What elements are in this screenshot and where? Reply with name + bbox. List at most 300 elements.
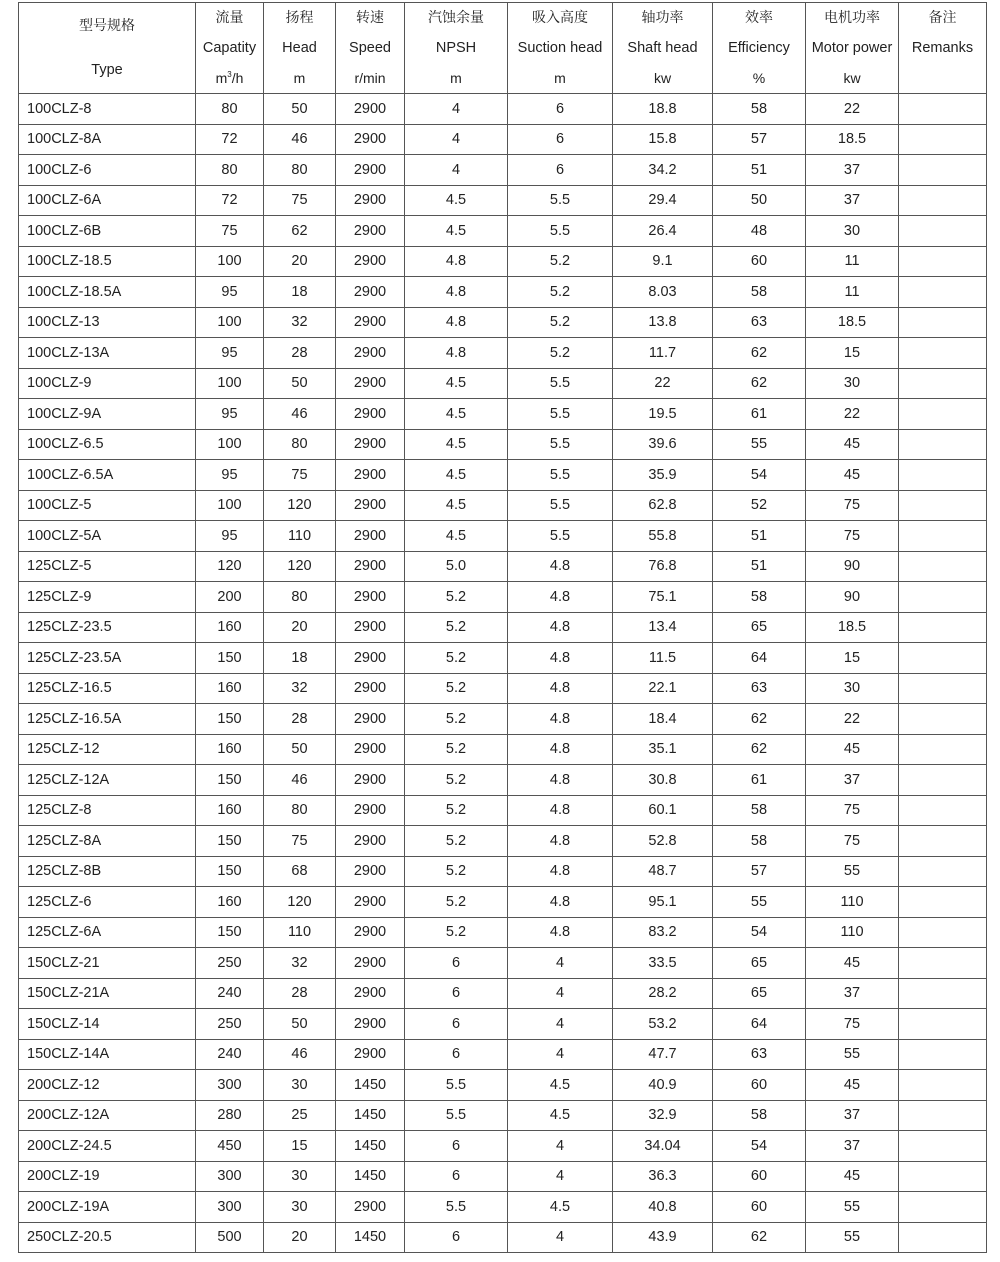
cell-type: 250CLZ-20.5 xyxy=(19,1222,196,1253)
cell-npsh: 5.2 xyxy=(405,673,508,704)
cell-npsh: 4.5 xyxy=(405,216,508,247)
cell-npsh: 6 xyxy=(405,978,508,1009)
table-row xyxy=(19,582,987,613)
cell-remarks xyxy=(899,734,987,765)
cell-shaft-power: 8.03 xyxy=(613,277,713,308)
table-row xyxy=(19,94,987,125)
cell-shaft-power: 35.1 xyxy=(613,734,713,765)
cell-shaft-power: 60.1 xyxy=(613,795,713,826)
cell-motor-power: 55 xyxy=(806,1192,899,1223)
cell-type: 100CLZ-6.5A xyxy=(19,460,196,491)
cell-efficiency: 51 xyxy=(713,155,806,186)
cell-efficiency: 58 xyxy=(713,582,806,613)
table-row xyxy=(19,765,987,796)
cell-shaft-power: 18.8 xyxy=(613,94,713,125)
cell-head: 50 xyxy=(264,734,336,765)
cell-capacity: 100 xyxy=(196,490,264,521)
cell-motor-power: 75 xyxy=(806,795,899,826)
cell-capacity: 240 xyxy=(196,1039,264,1070)
cell-speed: 2900 xyxy=(336,155,405,186)
cell-motor-power: 18.5 xyxy=(806,307,899,338)
cell-type: 125CLZ-23.5A xyxy=(19,643,196,674)
header-shaft-power-zh: 轴功率 xyxy=(641,10,684,26)
cell-remarks xyxy=(899,1100,987,1131)
cell-motor-power: 37 xyxy=(806,155,899,186)
table-row xyxy=(19,399,987,430)
cell-capacity: 300 xyxy=(196,1070,264,1101)
header-head-en: Head xyxy=(282,40,317,56)
cell-npsh: 4.8 xyxy=(405,246,508,277)
cell-suction-head: 4.8 xyxy=(508,826,613,857)
header-shaft-power-en: Shaft head xyxy=(627,40,698,56)
table-row xyxy=(19,734,987,765)
header-capacity xyxy=(196,3,264,94)
cell-npsh: 5.2 xyxy=(405,643,508,674)
cell-motor-power: 75 xyxy=(806,1009,899,1040)
cell-capacity: 75 xyxy=(196,216,264,247)
cell-npsh: 5.5 xyxy=(405,1070,508,1101)
cell-speed: 2900 xyxy=(336,429,405,460)
cell-speed: 2900 xyxy=(336,1009,405,1040)
table-header-row xyxy=(19,3,987,94)
cell-speed: 2900 xyxy=(336,94,405,125)
header-remarks xyxy=(899,3,987,94)
cell-suction-head: 4.5 xyxy=(508,1100,613,1131)
cell-remarks xyxy=(899,948,987,979)
cell-head: 20 xyxy=(264,246,336,277)
cell-efficiency: 55 xyxy=(713,429,806,460)
cell-head: 25 xyxy=(264,1100,336,1131)
cell-motor-power: 90 xyxy=(806,551,899,582)
cell-type: 125CLZ-12A xyxy=(19,765,196,796)
cell-efficiency: 54 xyxy=(713,1131,806,1162)
cell-motor-power: 11 xyxy=(806,246,899,277)
cell-head: 28 xyxy=(264,338,336,369)
cell-efficiency: 62 xyxy=(713,704,806,735)
cell-shaft-power: 13.4 xyxy=(613,612,713,643)
cell-remarks xyxy=(899,490,987,521)
table-row xyxy=(19,216,987,247)
cell-speed: 2900 xyxy=(336,887,405,918)
cell-suction-head: 5.2 xyxy=(508,338,613,369)
cell-efficiency: 62 xyxy=(713,1222,806,1253)
cell-speed: 2900 xyxy=(336,399,405,430)
cell-remarks xyxy=(899,429,987,460)
cell-motor-power: 45 xyxy=(806,948,899,979)
cell-capacity: 95 xyxy=(196,399,264,430)
cell-remarks xyxy=(899,277,987,308)
cell-type: 200CLZ-12A xyxy=(19,1100,196,1131)
cell-capacity: 150 xyxy=(196,856,264,887)
cell-remarks xyxy=(899,643,987,674)
cell-head: 120 xyxy=(264,551,336,582)
cell-efficiency: 64 xyxy=(713,1009,806,1040)
cell-motor-power: 110 xyxy=(806,917,899,948)
cell-head: 120 xyxy=(264,490,336,521)
cell-capacity: 250 xyxy=(196,948,264,979)
cell-capacity: 150 xyxy=(196,826,264,857)
header-efficiency xyxy=(713,3,806,94)
cell-head: 75 xyxy=(264,460,336,491)
cell-head: 50 xyxy=(264,1009,336,1040)
cell-head: 32 xyxy=(264,948,336,979)
cell-shaft-power: 35.9 xyxy=(613,460,713,491)
cell-npsh: 4.5 xyxy=(405,490,508,521)
cell-capacity: 80 xyxy=(196,155,264,186)
cell-type: 125CLZ-6A xyxy=(19,917,196,948)
cell-speed: 2900 xyxy=(336,1039,405,1070)
cell-suction-head: 5.2 xyxy=(508,277,613,308)
cell-shaft-power: 11.7 xyxy=(613,338,713,369)
cell-suction-head: 6 xyxy=(508,94,613,125)
cell-shaft-power: 34.2 xyxy=(613,155,713,186)
cell-shaft-power: 29.4 xyxy=(613,185,713,216)
cell-motor-power: 55 xyxy=(806,856,899,887)
cell-type: 125CLZ-12 xyxy=(19,734,196,765)
cell-remarks xyxy=(899,1039,987,1070)
pump-spec-table xyxy=(18,2,987,1253)
cell-speed: 2900 xyxy=(336,368,405,399)
cell-type: 100CLZ-6.5 xyxy=(19,429,196,460)
table-row xyxy=(19,307,987,338)
cell-capacity: 100 xyxy=(196,246,264,277)
cell-speed: 1450 xyxy=(336,1161,405,1192)
table-row xyxy=(19,1009,987,1040)
cell-npsh: 5.2 xyxy=(405,734,508,765)
cell-suction-head: 5.5 xyxy=(508,216,613,247)
cell-motor-power: 37 xyxy=(806,978,899,1009)
cell-shaft-power: 28.2 xyxy=(613,978,713,1009)
cell-head: 68 xyxy=(264,856,336,887)
cell-npsh: 6 xyxy=(405,1222,508,1253)
table-row xyxy=(19,124,987,155)
cell-remarks xyxy=(899,246,987,277)
cell-remarks xyxy=(899,1192,987,1223)
cell-remarks xyxy=(899,1222,987,1253)
cell-head: 30 xyxy=(264,1070,336,1101)
cell-shaft-power: 13.8 xyxy=(613,307,713,338)
cell-remarks xyxy=(899,1070,987,1101)
cell-head: 18 xyxy=(264,643,336,674)
header-speed-zh: 转速 xyxy=(356,10,384,26)
cell-type: 100CLZ-13A xyxy=(19,338,196,369)
cell-remarks xyxy=(899,673,987,704)
cell-speed: 2900 xyxy=(336,246,405,277)
cell-remarks xyxy=(899,826,987,857)
cell-suction-head: 5.5 xyxy=(508,368,613,399)
table-row xyxy=(19,856,987,887)
cell-head: 80 xyxy=(264,582,336,613)
table-row xyxy=(19,460,987,491)
cell-motor-power: 37 xyxy=(806,1131,899,1162)
cell-shaft-power: 75.1 xyxy=(613,582,713,613)
header-npsh-zh: 汽蚀余量 xyxy=(428,10,484,26)
header-npsh-en: NPSH xyxy=(435,40,477,56)
cell-speed: 2900 xyxy=(336,277,405,308)
cell-type: 125CLZ-5 xyxy=(19,551,196,582)
cell-head: 80 xyxy=(264,155,336,186)
cell-head: 62 xyxy=(264,216,336,247)
cell-suction-head: 5.5 xyxy=(508,521,613,552)
cell-speed: 2900 xyxy=(336,643,405,674)
cell-npsh: 6 xyxy=(405,1009,508,1040)
cell-speed: 2900 xyxy=(336,856,405,887)
cell-type: 125CLZ-16.5 xyxy=(19,673,196,704)
cell-head: 28 xyxy=(264,704,336,735)
cell-type: 125CLZ-8B xyxy=(19,856,196,887)
table-row xyxy=(19,1222,987,1253)
cell-shaft-power: 95.1 xyxy=(613,887,713,918)
cell-capacity: 500 xyxy=(196,1222,264,1253)
cell-efficiency: 58 xyxy=(713,795,806,826)
cell-suction-head: 5.5 xyxy=(508,490,613,521)
cell-suction-head: 5.5 xyxy=(508,429,613,460)
cell-type: 100CLZ-18.5A xyxy=(19,277,196,308)
cell-shaft-power: 55.8 xyxy=(613,521,713,552)
header-type-zh: 型号规格 xyxy=(79,18,135,34)
cell-efficiency: 58 xyxy=(713,1100,806,1131)
header-shaft-power-unit: kw xyxy=(653,70,672,86)
cell-capacity: 100 xyxy=(196,368,264,399)
cell-type: 100CLZ-6A xyxy=(19,185,196,216)
cell-remarks xyxy=(899,704,987,735)
cell-npsh: 5.2 xyxy=(405,887,508,918)
cell-motor-power: 30 xyxy=(806,216,899,247)
cell-type: 200CLZ-19A xyxy=(19,1192,196,1223)
cell-efficiency: 54 xyxy=(713,917,806,948)
table-row xyxy=(19,1192,987,1223)
cell-type: 125CLZ-8 xyxy=(19,795,196,826)
cell-motor-power: 55 xyxy=(806,1039,899,1070)
header-capacity-zh: 流量 xyxy=(215,10,244,26)
cell-motor-power: 75 xyxy=(806,826,899,857)
table-row xyxy=(19,704,987,735)
header-capacity-unit: $m^3/h$ xyxy=(215,70,244,86)
cell-capacity: 95 xyxy=(196,338,264,369)
table-row xyxy=(19,612,987,643)
cell-npsh: 6 xyxy=(405,1039,508,1070)
cell-remarks xyxy=(899,795,987,826)
cell-head: 75 xyxy=(264,185,336,216)
cell-speed: 1450 xyxy=(336,1100,405,1131)
cell-npsh: 5.0 xyxy=(405,551,508,582)
cell-type: 100CLZ-8 xyxy=(19,94,196,125)
cell-efficiency: 65 xyxy=(713,978,806,1009)
cell-suction-head: 4 xyxy=(508,1222,613,1253)
table-row xyxy=(19,551,987,582)
header-speed-unit: r/min xyxy=(354,70,386,86)
cell-shaft-power: 48.7 xyxy=(613,856,713,887)
cell-speed: 2900 xyxy=(336,978,405,1009)
cell-speed: 2900 xyxy=(336,704,405,735)
cell-efficiency: 60 xyxy=(713,1070,806,1101)
table-row xyxy=(19,368,987,399)
cell-capacity: 150 xyxy=(196,917,264,948)
cell-head: 18 xyxy=(264,277,336,308)
cell-suction-head: 4.8 xyxy=(508,887,613,918)
cell-capacity: 280 xyxy=(196,1100,264,1131)
header-motor-power xyxy=(806,3,899,94)
cell-motor-power: 37 xyxy=(806,185,899,216)
cell-efficiency: 50 xyxy=(713,185,806,216)
cell-shaft-power: 83.2 xyxy=(613,917,713,948)
cell-remarks xyxy=(899,612,987,643)
cell-suction-head: 4.8 xyxy=(508,673,613,704)
cell-motor-power: 45 xyxy=(806,460,899,491)
cell-speed: 2900 xyxy=(336,338,405,369)
cell-capacity: 150 xyxy=(196,704,264,735)
cell-motor-power: 22 xyxy=(806,399,899,430)
cell-type: 125CLZ-23.5 xyxy=(19,612,196,643)
cell-npsh: 4 xyxy=(405,94,508,125)
cell-efficiency: 55 xyxy=(713,887,806,918)
table-row xyxy=(19,917,987,948)
header-efficiency-unit: % xyxy=(752,70,766,86)
cell-speed: 2900 xyxy=(336,582,405,613)
cell-speed: 2900 xyxy=(336,551,405,582)
cell-speed: 1450 xyxy=(336,1131,405,1162)
cell-motor-power: 75 xyxy=(806,521,899,552)
cell-speed: 2900 xyxy=(336,917,405,948)
cell-head: 75 xyxy=(264,826,336,857)
cell-type: 100CLZ-6B xyxy=(19,216,196,247)
table-row xyxy=(19,1131,987,1162)
cell-suction-head: 4.8 xyxy=(508,917,613,948)
cell-head: 28 xyxy=(264,978,336,1009)
cell-efficiency: 51 xyxy=(713,551,806,582)
cell-shaft-power: 30.8 xyxy=(613,765,713,796)
header-suction-head-en: Suction head xyxy=(517,40,603,56)
cell-npsh: 4.5 xyxy=(405,460,508,491)
cell-npsh: 4.5 xyxy=(405,368,508,399)
table-row xyxy=(19,948,987,979)
cell-capacity: 160 xyxy=(196,887,264,918)
cell-capacity: 100 xyxy=(196,307,264,338)
cell-suction-head: 4 xyxy=(508,948,613,979)
cell-type: 150CLZ-14A xyxy=(19,1039,196,1070)
cell-remarks xyxy=(899,551,987,582)
cell-type: 100CLZ-9 xyxy=(19,368,196,399)
cell-remarks xyxy=(899,582,987,613)
cell-shaft-power: 39.6 xyxy=(613,429,713,460)
cell-suction-head: 4.8 xyxy=(508,582,613,613)
cell-efficiency: 61 xyxy=(713,399,806,430)
cell-npsh: 5.5 xyxy=(405,1100,508,1131)
cell-type: 100CLZ-9A xyxy=(19,399,196,430)
header-speed-en: Speed xyxy=(349,40,391,56)
cell-type: 200CLZ-12 xyxy=(19,1070,196,1101)
cell-npsh: 5.2 xyxy=(405,704,508,735)
cell-remarks xyxy=(899,887,987,918)
cell-speed: 2900 xyxy=(336,673,405,704)
cell-speed: 2900 xyxy=(336,795,405,826)
cell-head: 110 xyxy=(264,521,336,552)
cell-type: 100CLZ-5 xyxy=(19,490,196,521)
table-row xyxy=(19,1070,987,1101)
header-head xyxy=(264,3,336,94)
cell-capacity: 160 xyxy=(196,673,264,704)
cell-capacity: 80 xyxy=(196,94,264,125)
cell-capacity: 95 xyxy=(196,460,264,491)
cell-remarks xyxy=(899,399,987,430)
cell-efficiency: 62 xyxy=(713,368,806,399)
cell-remarks xyxy=(899,338,987,369)
cell-head: 50 xyxy=(264,368,336,399)
cell-speed: 2900 xyxy=(336,216,405,247)
cell-remarks xyxy=(899,1131,987,1162)
cell-npsh: 4.5 xyxy=(405,429,508,460)
header-remarks-en: Remanks xyxy=(911,40,974,56)
cell-shaft-power: 36.3 xyxy=(613,1161,713,1192)
cell-remarks xyxy=(899,978,987,1009)
table-row xyxy=(19,246,987,277)
header-suction-head-zh: 吸入高度 xyxy=(532,10,588,26)
cell-efficiency: 63 xyxy=(713,673,806,704)
cell-shaft-power: 9.1 xyxy=(613,246,713,277)
cell-remarks xyxy=(899,94,987,125)
cell-head: 15 xyxy=(264,1131,336,1162)
cell-npsh: 4 xyxy=(405,155,508,186)
table-row xyxy=(19,673,987,704)
cell-suction-head: 4 xyxy=(508,1131,613,1162)
cell-head: 20 xyxy=(264,612,336,643)
cell-capacity: 300 xyxy=(196,1192,264,1223)
cell-npsh: 5.5 xyxy=(405,1192,508,1223)
cell-speed: 2900 xyxy=(336,521,405,552)
cell-motor-power: 18.5 xyxy=(806,124,899,155)
cell-shaft-power: 40.9 xyxy=(613,1070,713,1101)
cell-efficiency: 61 xyxy=(713,765,806,796)
table-row xyxy=(19,1100,987,1131)
table-row xyxy=(19,1161,987,1192)
cell-capacity: 200 xyxy=(196,582,264,613)
cell-motor-power: 75 xyxy=(806,490,899,521)
cell-npsh: 4.5 xyxy=(405,185,508,216)
cell-shaft-power: 15.8 xyxy=(613,124,713,155)
cell-speed: 2900 xyxy=(336,765,405,796)
cell-suction-head: 5.5 xyxy=(508,399,613,430)
cell-npsh: 5.2 xyxy=(405,612,508,643)
header-head-zh: 扬程 xyxy=(285,10,314,26)
cell-suction-head: 4.5 xyxy=(508,1192,613,1223)
cell-type: 200CLZ-19 xyxy=(19,1161,196,1192)
cell-remarks xyxy=(899,185,987,216)
cell-npsh: 6 xyxy=(405,1161,508,1192)
cell-type: 150CLZ-21A xyxy=(19,978,196,1009)
cell-speed: 2900 xyxy=(336,948,405,979)
table-row xyxy=(19,1039,987,1070)
cell-head: 80 xyxy=(264,429,336,460)
cell-efficiency: 48 xyxy=(713,216,806,247)
cell-speed: 2900 xyxy=(336,490,405,521)
header-motor-power-zh: 电机功率 xyxy=(824,10,880,26)
cell-shaft-power: 76.8 xyxy=(613,551,713,582)
cell-npsh: 4.8 xyxy=(405,338,508,369)
cell-motor-power: 15 xyxy=(806,643,899,674)
table-row xyxy=(19,795,987,826)
header-remarks-zh: 备注 xyxy=(928,10,957,26)
cell-npsh: 4.8 xyxy=(405,277,508,308)
cell-shaft-power: 43.9 xyxy=(613,1222,713,1253)
cell-head: 80 xyxy=(264,795,336,826)
cell-motor-power: 18.5 xyxy=(806,612,899,643)
cell-shaft-power: 53.2 xyxy=(613,1009,713,1040)
cell-shaft-power: 18.4 xyxy=(613,704,713,735)
cell-motor-power: 45 xyxy=(806,1161,899,1192)
cell-capacity: 150 xyxy=(196,643,264,674)
header-motor-power-unit: kw xyxy=(843,70,861,86)
cell-efficiency: 60 xyxy=(713,1192,806,1223)
